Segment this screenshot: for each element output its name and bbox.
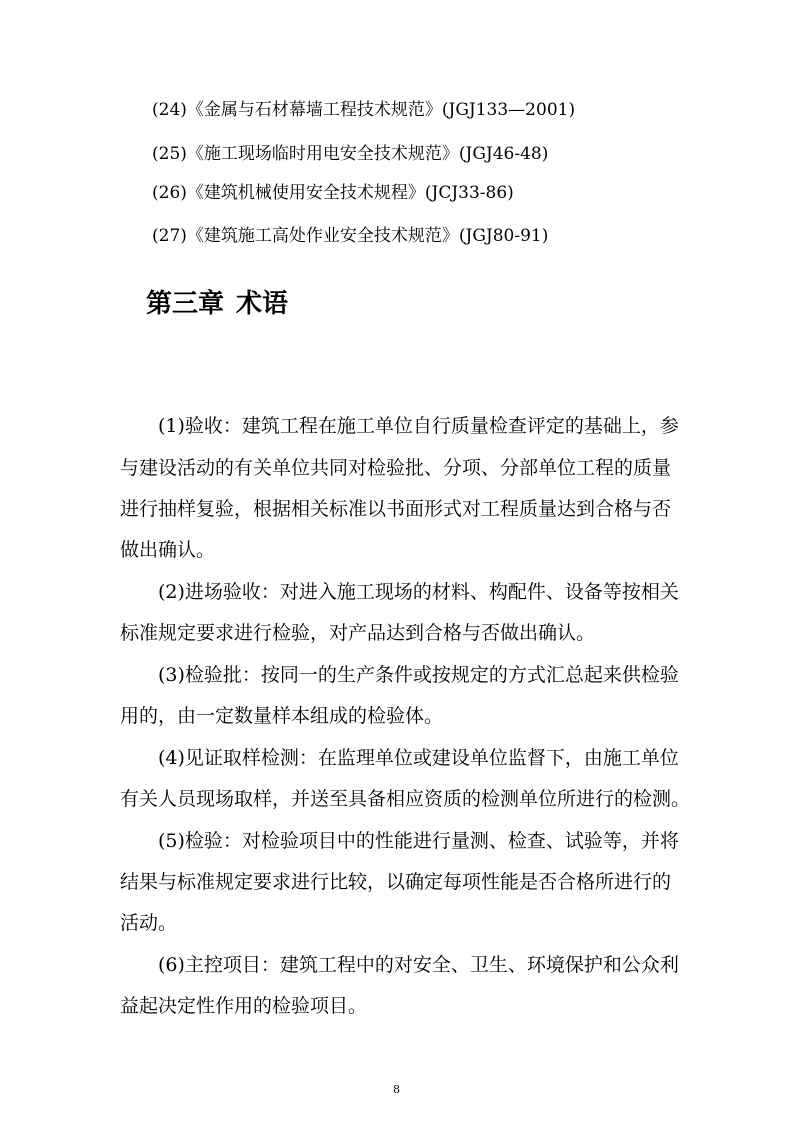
paragraph-line: (2)进场验收：对进入施工现场的材料、构配件、设备等按相关 [158, 581, 679, 603]
paragraph-line: (5)检验：对检验项目中的性能进行量测、检查、试验等，并将 [158, 830, 679, 852]
paragraph-line: (3)检验批：按同一的生产条件或按规定的方式汇总起来供检验 [158, 664, 679, 686]
paragraph-line: 有关人员现场取样，并送至具备相应资质的检测单位所进行的检测。 [120, 788, 691, 810]
paragraph-line: (1)验收：建筑工程在施工单位自行质量检查评定的基础上，参 [158, 415, 679, 437]
paragraph-line: 用的，由一定数量样本组成的检验体。 [120, 705, 444, 727]
paragraph-line: 标准规定要求进行检验，对产品达到合格与否做出确认。 [120, 622, 596, 644]
paragraph-line: (6)主控项目：建筑工程中的对安全、卫生、环境保护和公众利 [158, 954, 679, 976]
chapter-number: 第三章 [146, 289, 225, 319]
paragraph-line: 活动。 [120, 912, 178, 934]
paragraph-line: 益起决定性作用的检验项目。 [120, 995, 368, 1017]
paragraph-line: 结果与标准规定要求进行比较，以确定每项性能是否合格所进行的 [120, 871, 672, 893]
paragraph-line: 做出确认。 [120, 539, 216, 561]
reference-item: (27)《建筑施工高处作业安全技术规范》(JGJ80-91) [152, 226, 549, 246]
paragraph-line: (4)见证取样检测：在监理单位或建设单位监督下，由施工单位 [158, 747, 679, 769]
paragraph-line: 进行抽样复验，根据相关标准以书面形式对工程质量达到合格与否 [120, 498, 672, 520]
chapter-heading [146, 286, 288, 322]
chapter-title: 术语 [236, 289, 289, 319]
paragraph-line: 与建设活动的有关单位共同对检验批、分项、分部单位工程的质量 [120, 457, 672, 479]
reference-item: (25)《施工现场临时用电安全技术规范》(JGJ46-48) [152, 144, 549, 164]
reference-item: (26)《建筑机械使用安全技术规程》(JCJ33-86) [152, 183, 514, 203]
page-number: 8 [393, 1083, 400, 1096]
reference-item: (24)《金属与石材幕墙工程技术规范》(JGJ133—2001) [152, 100, 576, 120]
